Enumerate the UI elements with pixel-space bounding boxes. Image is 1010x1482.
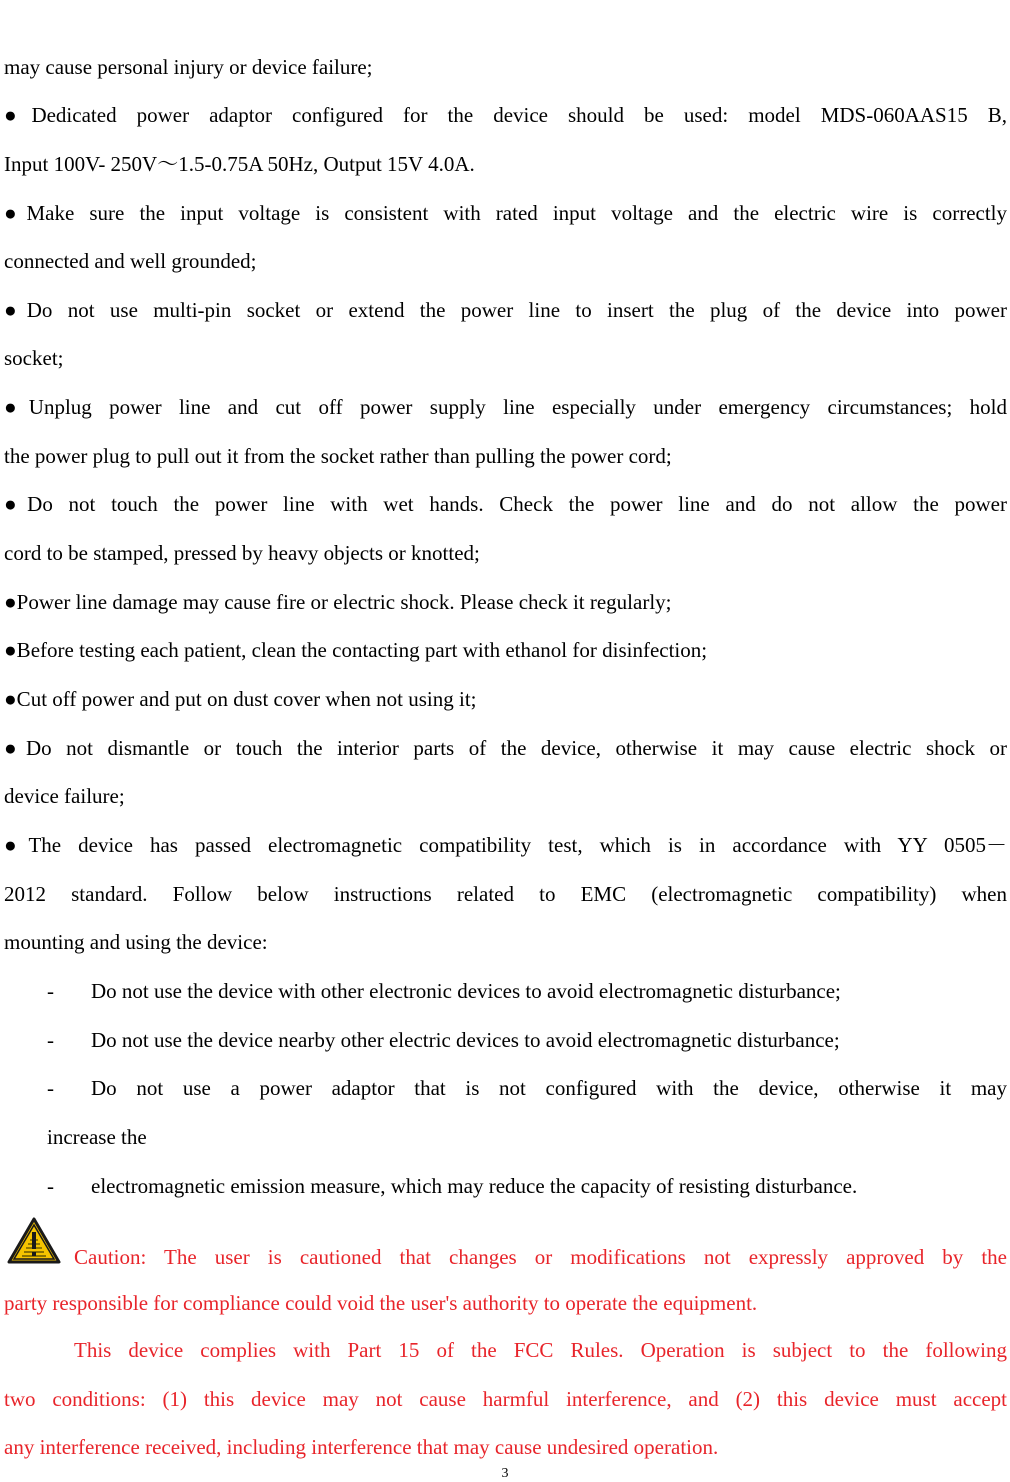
page-number: 3 — [501, 1466, 509, 1481]
text-line: mounting and using the device: — [4, 930, 268, 954]
fcc-statement: two conditions: (1) this device may not cause harmful interference, and (2) this device must accept — [4, 1387, 1007, 1411]
text-line: connected and well grounded; — [4, 249, 257, 273]
text-line: the power plug to pull out it from the socket rather than pulling the power cord; — [4, 444, 672, 468]
text-line: socket; — [4, 346, 64, 370]
text-line: ●Dedicated power adaptor configured for the device should be used: model MDS-060AAS15 B, — [4, 103, 1007, 127]
list-item: Do not use the device nearby other electric devices to avoid electromagnetic disturbance; — [91, 1028, 840, 1052]
text-line: ●Do not use multi-pin socket or extend the power line to insert the plug of the device into power — [4, 298, 1007, 322]
text-line: ●Do not dismantle or touch the interior parts of the device, otherwise it may cause electric shock or — [4, 736, 1007, 760]
text-line: ●Make sure the input voltage is consistent with rated input voltage and the electric wire is correctly — [4, 201, 1007, 225]
list-bullet: - — [47, 979, 54, 1003]
text-line: may cause personal injury or device failure; — [4, 55, 373, 79]
text-line: 2012 standard. Follow below instructions related to EMC (electromagnetic compatibility) when — [4, 882, 1007, 906]
list-item-continuation: increase the — [47, 1125, 147, 1149]
warning-triangle-icon — [6, 1216, 62, 1266]
list-bullet: - — [47, 1028, 54, 1052]
caution-text: party responsible for compliance could void the user's authority to operate the equipment. — [4, 1291, 758, 1315]
text-line: ●Unplug power line and cut off power supply line especially under emergency circumstances; hold — [4, 395, 1007, 419]
text-line: device failure; — [4, 784, 125, 808]
text-line: ●Before testing each patient, clean the contacting part with ethanol for disinfection; — [4, 638, 708, 662]
list-bullet: - — [47, 1076, 54, 1100]
text-line: ●Do not touch the power line with wet hands. Check the power line and do not allow the power — [4, 492, 1007, 516]
list-bullet: - — [47, 1174, 54, 1198]
text-line: cord to be stamped, pressed by heavy objects or knotted; — [4, 541, 480, 565]
fcc-statement: any interference received, including interference that may cause undesired operation. — [4, 1435, 719, 1459]
list-item: Do not use the device with other electronic devices to avoid electromagnetic disturbance; — [91, 979, 841, 1003]
fcc-statement: This device complies with Part 15 of the FCC Rules. Operation is subject to the following — [74, 1338, 1007, 1362]
list-item: electromagnetic emission measure, which may reduce the capacity of resisting disturbance. — [91, 1174, 858, 1198]
text-line: ●Cut off power and put on dust cover when not using it; — [4, 687, 477, 711]
list-item: Do not use a power adaptor that is not configured with the device, otherwise it may — [91, 1076, 1007, 1100]
text-line: ●Power line damage may cause fire or electric shock. Please check it regularly; — [4, 590, 672, 614]
text-line: ●The device has passed electromagnetic compatibility test, which is in accordance with YY 0505－ — [4, 833, 1007, 857]
caution-text: Caution: The user is cautioned that changes or modifications not expressly approved by the — [74, 1245, 1007, 1269]
text-line: Input 100V- 250V～1.5-0.75A 50Hz, Output 15V 4.0A. — [4, 152, 475, 176]
